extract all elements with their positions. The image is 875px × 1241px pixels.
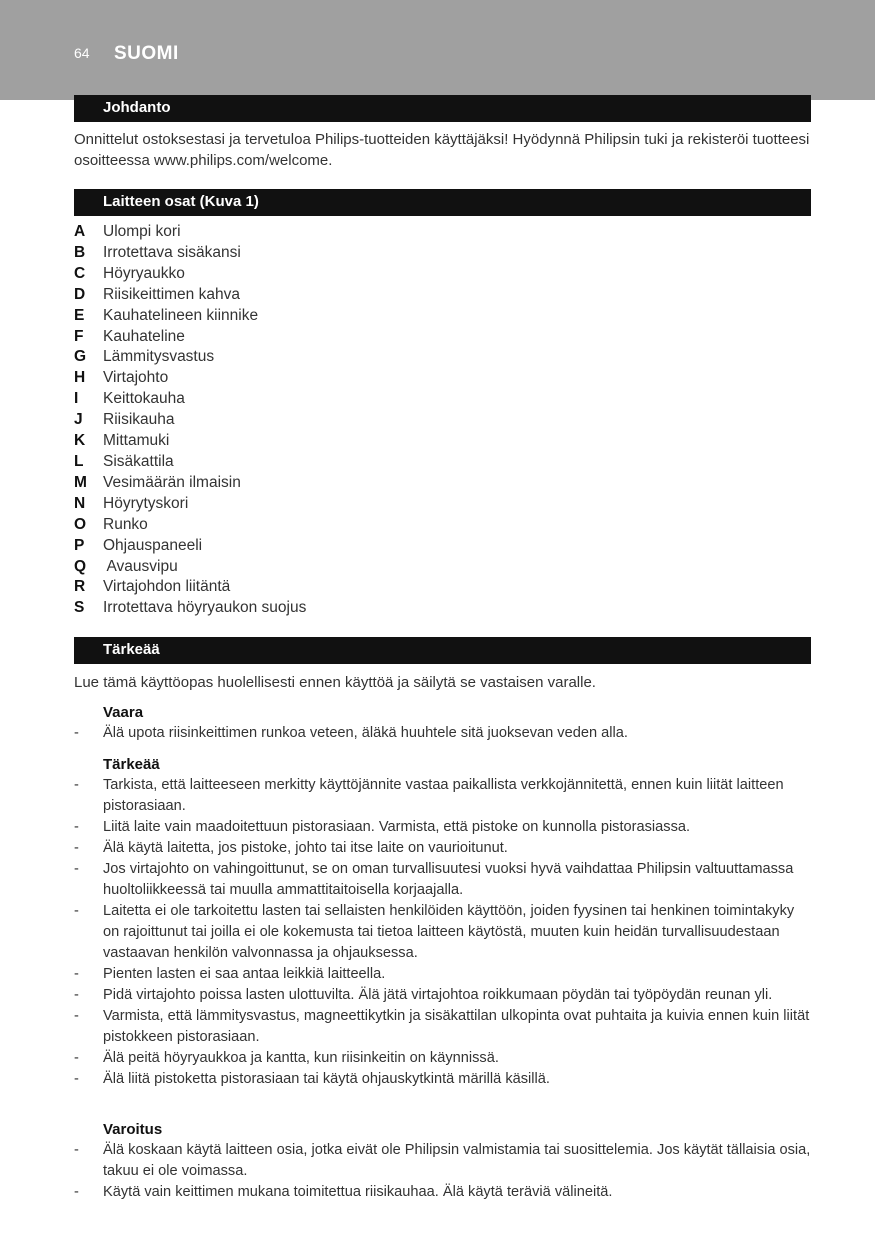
part-name: Kauhateline xyxy=(103,327,185,345)
list-item xyxy=(74,985,811,1006)
list-dash: - xyxy=(74,1050,79,1066)
list-dash: - xyxy=(74,1184,79,1200)
list-item-text: Älä liitä pistoketta pistorasiaan tai käytä ohjauskytkintä märillä käsillä. xyxy=(103,1071,550,1087)
section-rule xyxy=(74,214,811,216)
list-dash: - xyxy=(74,1071,79,1087)
part-item xyxy=(74,389,811,410)
intro-paragraph: Onnittelut ostoksestasi ja tervetuloa Philips-tuotteiden käyttäjäksi! Hyödynnä Philipsin tuki ja rekisteröi tuotteesi osoitteessa www.philips.com/welcome. xyxy=(74,131,810,169)
list-dash: - xyxy=(74,819,79,835)
section-heading-parts: Laitteen osat (Kuva 1) xyxy=(74,189,811,215)
part-letter: R xyxy=(74,578,86,596)
list-item-text: Pienten lasten ei saa antaa leikkiä laitteella. xyxy=(103,966,386,982)
part-item xyxy=(74,285,811,306)
part-letter: N xyxy=(74,494,86,512)
section-heading-important: Tärkeää xyxy=(74,637,811,663)
list-dash: - xyxy=(74,1008,79,1024)
part-letter: C xyxy=(74,264,86,282)
list-item xyxy=(74,1069,811,1090)
warning-heading: Tärkeää xyxy=(103,756,160,773)
list-item xyxy=(74,1140,811,1182)
caution-heading: Varoitus xyxy=(103,1121,163,1138)
part-name: Avausvipu xyxy=(103,557,178,575)
part-item xyxy=(74,494,811,515)
part-name: Keittokauha xyxy=(103,390,185,408)
list-item-text: Älä käytä laitetta, jos pistoke, johto tai itse laite on vaurioitunut. xyxy=(103,840,508,856)
part-name: Riisikauha xyxy=(103,411,175,429)
part-letter: E xyxy=(74,306,85,324)
part-item xyxy=(74,577,811,598)
important-intro: Lue tämä käyttöopas huolellisesti ennen käyttöä ja säilytä se vastaisen varalle. xyxy=(74,674,596,691)
list-item xyxy=(74,723,811,744)
list-item xyxy=(74,1182,811,1203)
part-letter: I xyxy=(74,390,79,408)
list-dash: - xyxy=(74,903,79,919)
section-rule xyxy=(74,120,811,122)
list-item-text: Tarkista, että laitteeseen merkitty käyttöjännite vastaa paikallista verkkojännitettä, ennen kuin liität laitteen pistorasiaan. xyxy=(103,777,784,814)
part-name: Kauhatelineen kiinnike xyxy=(103,306,259,324)
part-name: Sisäkattila xyxy=(103,452,174,470)
part-item xyxy=(74,243,811,264)
part-name: Ohjauspaneeli xyxy=(103,536,203,554)
list-dash: - xyxy=(74,987,79,1003)
part-item xyxy=(74,473,811,494)
list-item-text: Liitä laite vain maadoitettuun pistorasiaan. Varmista, että pistoke on kunnolla pistorasiassa. xyxy=(103,819,691,835)
list-item xyxy=(74,859,811,901)
part-letter: A xyxy=(74,223,86,240)
danger-heading: Vaara xyxy=(103,704,144,721)
part-name: Ulompi kori xyxy=(103,223,181,240)
part-letter: L xyxy=(74,452,84,470)
list-item xyxy=(74,964,811,985)
section-rule xyxy=(74,662,811,664)
part-letter: F xyxy=(74,327,84,345)
list-item-text: Älä upota riisinkeittimen runkoa veteen, äläkä huuhtele sitä juoksevan veden alla. xyxy=(103,725,628,741)
list-item-text: Laitetta ei ole tarkoitettu lasten tai sellaisten henkilöiden käyttöön, joiden fyysinen tai henkinen toimintakyky on rajoittunut tai joilla ei ole kokemusta tai tietoa laitteen käytöstä, muuten kuin heidän turvallisuudestaan vastaavan henkilön valvonnassa ja ohjauksessa. xyxy=(103,903,795,961)
part-item xyxy=(74,347,811,368)
part-item xyxy=(74,536,811,557)
part-item xyxy=(74,410,811,431)
part-item xyxy=(74,452,811,473)
part-name: Vesimäärän ilmaisin xyxy=(103,473,241,491)
part-item xyxy=(74,431,811,452)
part-letter: H xyxy=(74,369,86,387)
part-letter: O xyxy=(74,515,87,533)
danger-list xyxy=(74,723,811,744)
language-title: SUOMI xyxy=(114,43,179,64)
part-name: Höyryaukko xyxy=(103,264,185,282)
list-item-text: Varmista, että lämmitysvastus, magneettikytkin ja sisäkattilan ulkopinta ovat puhtaita ja kuivia ennen kuin liität pistokkeen pistorasiaan. xyxy=(103,1008,810,1045)
list-item xyxy=(74,838,811,859)
list-item-text: Pidä virtajohto poissa lasten ulottuvilta. Älä jätä virtajohtoa roikkumaan pöydän tai työpöydän reunan yli. xyxy=(103,987,773,1003)
page-number: 64 xyxy=(74,45,90,61)
list-item xyxy=(74,775,811,817)
list-item xyxy=(74,817,811,838)
part-name: Lämmitysvastus xyxy=(103,348,215,366)
list-dash: - xyxy=(74,840,79,856)
part-letter: Q xyxy=(74,557,87,575)
part-letter: B xyxy=(74,243,86,261)
part-item xyxy=(74,222,811,243)
list-item-text: Jos virtajohto on vahingoittunut, se on oman turvallisuutesi vuoksi hyvä vaihdattaa Philipsin valtuuttamassa huoltoliikkeessä tai muulla ammattitaitoisella korjaajalla. xyxy=(103,861,794,898)
part-letter: P xyxy=(74,536,85,554)
part-letter: D xyxy=(74,285,86,303)
section-heading-intro: Johdanto xyxy=(74,95,811,121)
list-item xyxy=(74,901,811,964)
caution-list xyxy=(74,1140,811,1203)
part-name: Höyrytyskori xyxy=(103,494,189,512)
list-item-text: Käytä vain keittimen mukana toimitettua riisikauhaa. Älä käytä teräviä välineitä. xyxy=(103,1184,613,1200)
parts-list xyxy=(74,222,811,619)
list-dash: - xyxy=(74,966,79,982)
list-dash: - xyxy=(74,1142,79,1158)
page-header xyxy=(0,0,875,100)
part-letter: G xyxy=(74,348,87,366)
list-item-text: Älä peitä höyryaukkoa ja kantta, kun riisinkeitin on käynnissä. xyxy=(103,1050,499,1066)
part-letter: K xyxy=(74,432,86,450)
warning-list xyxy=(74,775,811,1090)
part-item xyxy=(74,327,811,348)
part-item xyxy=(74,598,811,619)
part-letter: M xyxy=(74,473,87,491)
list-dash: - xyxy=(74,777,79,793)
list-item xyxy=(74,1048,811,1069)
part-letter: S xyxy=(74,599,85,617)
list-item xyxy=(74,1006,811,1048)
list-dash: - xyxy=(74,861,79,877)
part-name: Virtajohto xyxy=(103,369,169,387)
part-item xyxy=(74,368,811,389)
part-letter: J xyxy=(74,411,83,429)
part-name: Mittamuki xyxy=(103,432,170,450)
part-item xyxy=(74,557,811,578)
part-name: Irrotettava höyryaukon suojus xyxy=(103,599,307,617)
list-item-text: Älä koskaan käytä laitteen osia, jotka eivät ole Philipsin valmistamia tai suosittelemia. Jos käytät tällaisia osia, takuu ei ole voimassa. xyxy=(103,1142,811,1179)
part-item xyxy=(74,306,811,327)
list-dash: - xyxy=(74,725,79,741)
part-item xyxy=(74,515,811,536)
part-name: Irrotettava sisäkansi xyxy=(103,243,241,261)
part-name: Virtajohdon liitäntä xyxy=(103,578,231,596)
part-name: Runko xyxy=(103,515,148,533)
part-item xyxy=(74,264,811,285)
part-name: Riisikeittimen kahva xyxy=(103,285,240,303)
